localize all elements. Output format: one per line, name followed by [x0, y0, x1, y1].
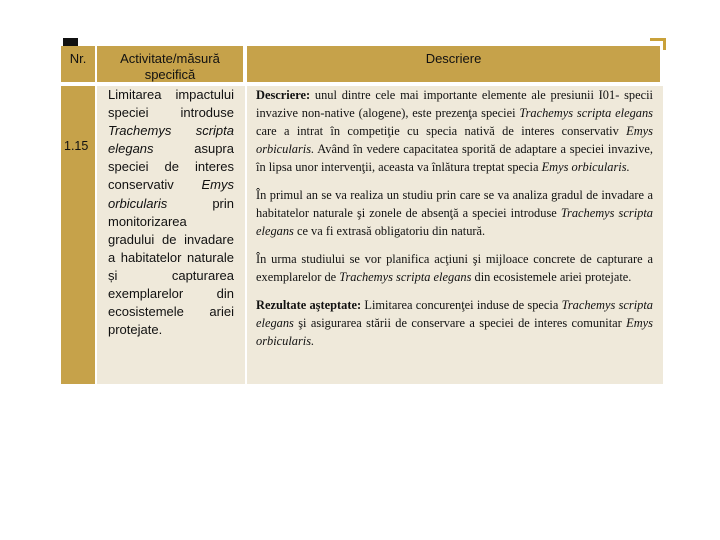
header-activity: Activitate/măsură specifică [97, 46, 245, 82]
row-number: 1.15 [64, 139, 89, 153]
activity-text-part: Limitarea impactului speciei introduse [108, 87, 234, 121]
description-paragraph [256, 250, 653, 286]
activity-species-name: Trachemys scripta elegans [108, 123, 234, 157]
description-text: şi asigurarea stării de conservare a speciei de interes comunitar [293, 316, 627, 330]
description-text: unul dintre cele mai importante elemente ale presiunii I01- specii invazive non-native (alogene), este prezenţa speciei [256, 88, 653, 120]
species-name: Trachemys scripta elegans [339, 270, 472, 284]
species-name: Emys orbicularis. [256, 316, 653, 348]
species-name: Emys orbicularis. [541, 160, 630, 174]
activity-text-part: prin monitorizarea gradului de invadare a habitatelor naturale și capturarea exemplarelor din ecosistemele ariei protejate. [108, 195, 234, 338]
row-number-cell [61, 86, 95, 384]
activity-text [108, 86, 234, 339]
description-text: ce va fi extrasă obligatoriu din natură. [293, 224, 486, 238]
species-name: Trachemys scripta elegans [256, 298, 653, 330]
decorative-square [63, 38, 78, 46]
description-paragraph [256, 186, 653, 240]
description-label: Descriere: [256, 88, 311, 102]
description-text: din ecosistemele ariei protejate. [471, 270, 632, 284]
description-text: Limitarea concurenţei induse de specia [361, 298, 562, 312]
description-text: În primul an se va realiza un studiu prin care se va analiza gradul de invadare a habitatelor naturale şi zonele de absenţă a speciei introduse [256, 188, 653, 220]
description-text: În urma studiului se vor planifica acţiuni şi mijloace concrete de capturare a exemplarelor de [256, 252, 653, 284]
activity-cell [97, 86, 245, 384]
description-cell [247, 86, 663, 384]
expected-results-label: Rezultate aşteptate: [256, 298, 362, 312]
description-text: Având în vedere capacitatea sporită de adaptare a speciei invazive, în lipsa unor intervenţii, aceasta va înlătura treptat specia [256, 142, 653, 174]
species-name: Trachemys scripta elegans [519, 106, 653, 120]
activity-text-part: asupra speciei de interes conservativ [108, 141, 234, 193]
header-description: Descriere [247, 46, 663, 82]
description-text: care a intrat în competiţie cu specia nativă de interes conservativ [256, 124, 627, 138]
header-nr: Nr. [61, 46, 95, 82]
activity-species-name: Emys orbicularis [108, 177, 234, 211]
species-name: Emys orbicularis. [256, 124, 653, 156]
description-paragraph [256, 86, 653, 176]
species-name: Trachemys scripta elegans [256, 206, 653, 238]
description-paragraph [256, 296, 653, 350]
